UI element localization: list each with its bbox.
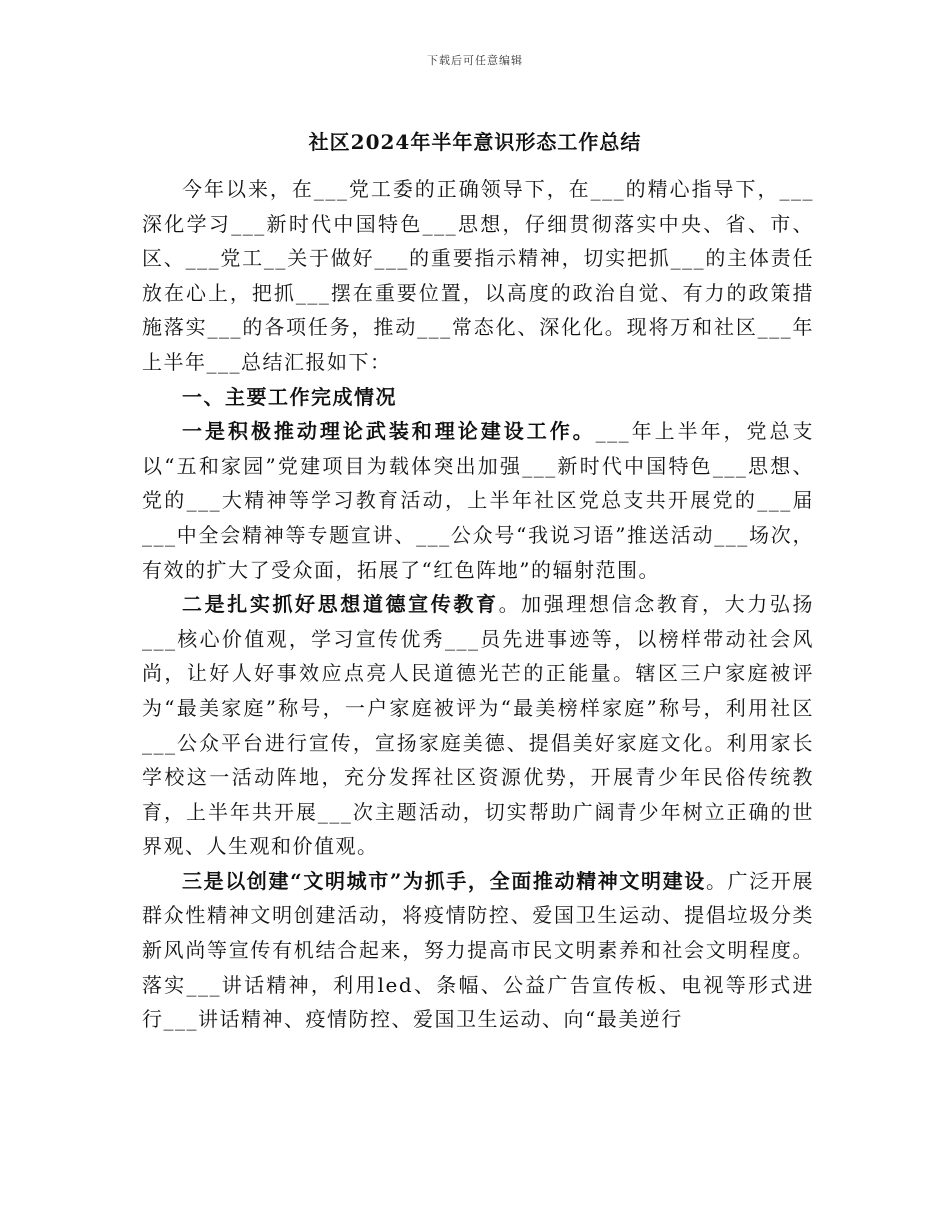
item3-body: 。广泛开展群众性精神文明创建活动，将疫情防控、爱国卫生运动、提倡垃圾分类新风尚等宣传有机结合起来，努力提高市民文明素养和社会文明程度。落实___讲话精神，利用led、条幅、公益广告宣传板、电视等形式进行___讲话精神、疫情防控、爱国卫生运动、向“最美逆行 <box>142 868 815 1032</box>
section-heading: 一、主要工作完成情况 <box>182 384 397 409</box>
item2-body: 。加强理想信念教育，大力弘扬___核心价值观，学习宣传优秀___员先进事迹等，以榜样带动社会风尚，让好人好事效应点亮人民道德光芒的正能量。辖区三户家庭被评为“最美家庭”称号，一户家庭被评为“最美榜样家庭”称号，利用社区___公众平台进行宣传，宣扬家庭美德、提倡美好家庭文化。利用家长学校这一活动阵地，充分发挥社区资源优势，开展青少年民俗传统教育，上半年共开展___次主题活动，切实帮助广阔青少年树立正确的世界观、人生观和价值观。 <box>142 592 815 859</box>
intro-paragraph: 今年以来，在___党工委的正确领导下，在___的精心指导下，___深化学习___新时代中国特色___思想，仔细贯彻落实中央、省、市、区、___党工__关于做好___的重要指示精神，切实把抓___的主体责任放在心上，把抓___摆在重要位置，以高度的政治自觉、有力的政策措施落实___的各项任务，推动___常态化、深化化。现将万和社区___年上半年___总结汇报如下： <box>142 177 814 374</box>
item3-lead: 三是以创建“文明城市”为抓手，全面推动精神文明建设 <box>182 868 706 893</box>
document-body <box>142 172 814 1037</box>
item2-lead: 二是扎实抓好思想道德宣传教育 <box>182 592 499 617</box>
item1-lead: 一是积极推动理论武装和理论建设工作。 <box>182 419 596 444</box>
header-note: 下载后可任意编辑 <box>427 54 523 67</box>
document-title: 社区2024年半年意识形态工作总结 <box>308 130 642 154</box>
item1-body: ___年上半年，党总支以“五和家园”党建项目为载体突出加强___新时代中国特色___思想、党的___大精神等学习教育活动，上半年社区党总支共开展党的___届___中全会精神等专题宣讲、___公众号“我说习语”推送活动___场次，有效的扩大了受众面，拓展了“红色阵地”的辐射范围。 <box>142 419 815 582</box>
item1-paragraph <box>142 414 814 587</box>
item3-paragraph <box>142 864 814 1037</box>
item2-paragraph <box>142 587 814 864</box>
